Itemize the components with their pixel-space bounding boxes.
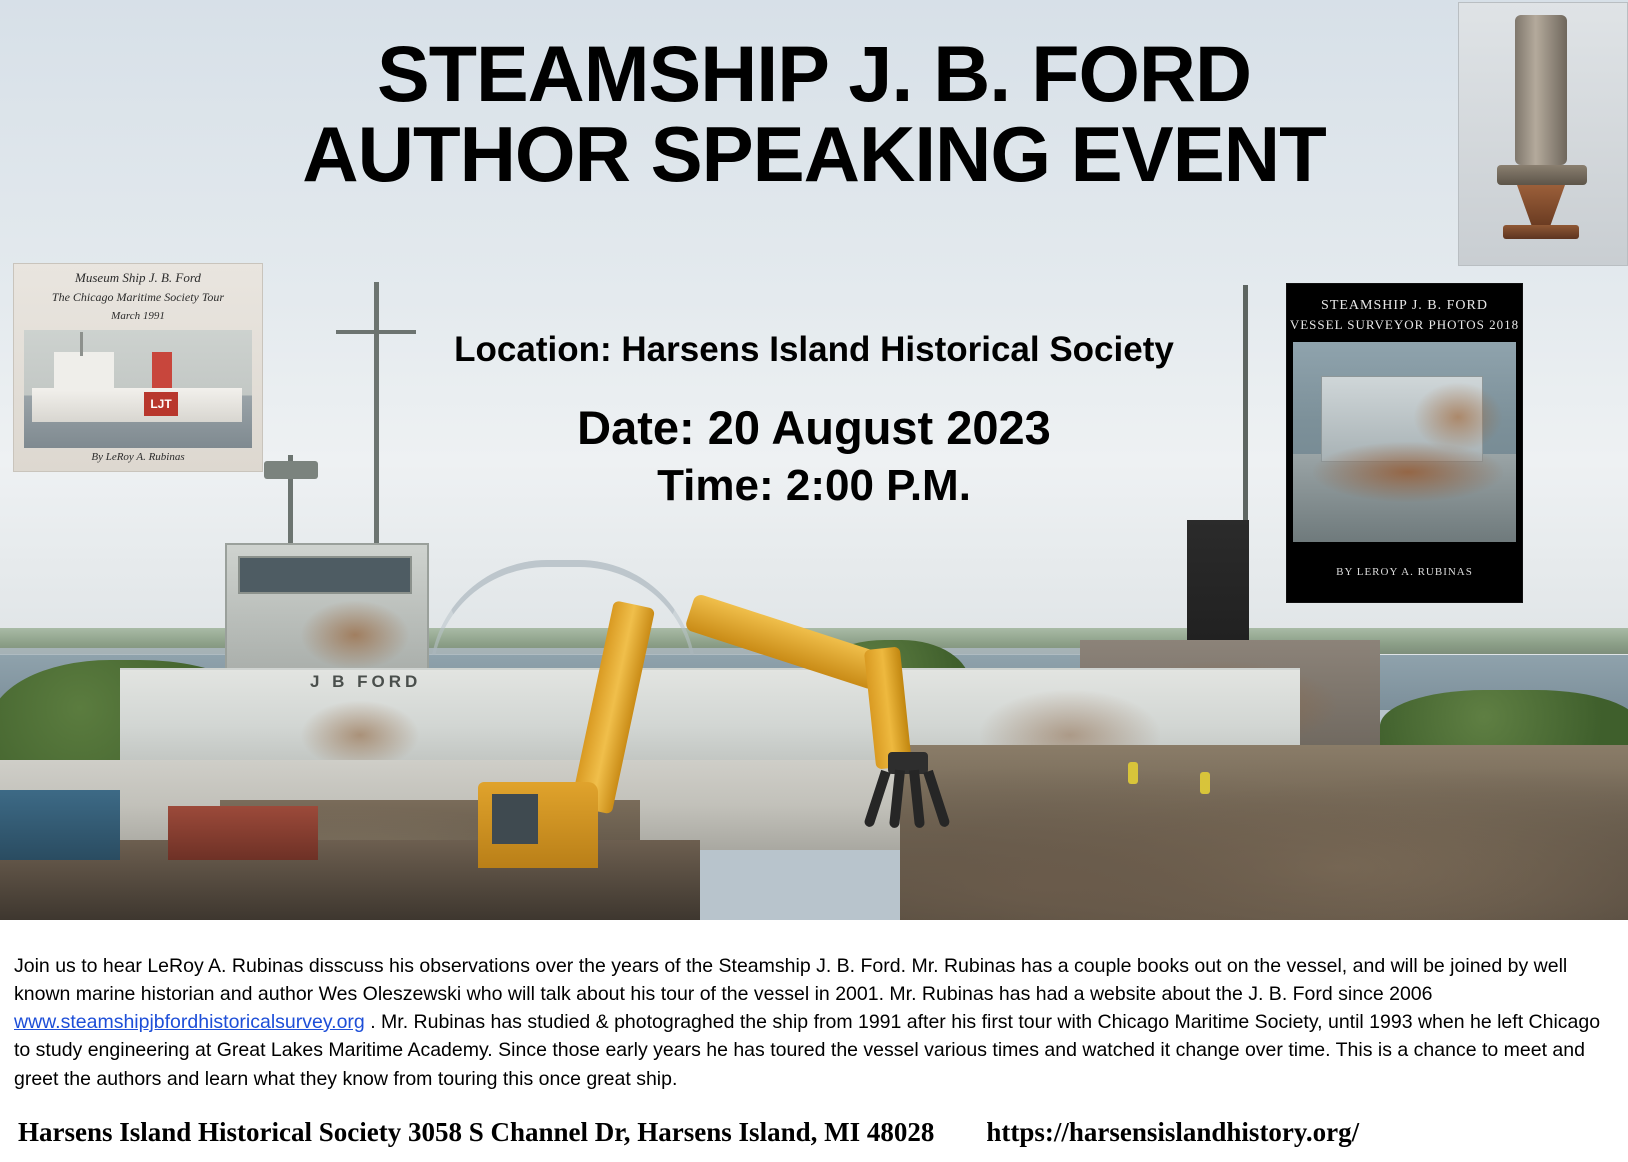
pilothouse-windows (238, 556, 412, 594)
inset-ship-mast (80, 332, 83, 356)
right-book-title-line-1: STEAMSHIP J. B. FORD (1321, 298, 1488, 313)
worker-figure (1128, 762, 1138, 784)
event-date: Date: 20 August 2023 (577, 401, 1051, 454)
left-book-date: March 1991 (111, 310, 165, 322)
book-cover-inset-left (13, 263, 263, 472)
event-description (14, 952, 1614, 1093)
title-line-2: AUTHOR SPEAKING EVENT (302, 109, 1326, 198)
inset-vessel-rust-upper (1413, 382, 1503, 452)
event-location: Location: Harsens Island Historical Society (454, 330, 1174, 369)
excavator-cab-window (492, 794, 538, 844)
grapple-tine (909, 770, 925, 829)
right-book-title-line-2: VESSEL SURVEYOR PHOTOS 2018 (1289, 317, 1520, 332)
cone-part (1517, 185, 1565, 225)
left-book-title-line-2: The Chicago Maritime Society Tour (51, 290, 225, 304)
excavator-grapple (858, 752, 958, 828)
grapple-tine (923, 770, 950, 828)
blue-container (0, 790, 120, 860)
footer (0, 1117, 1628, 1148)
website-link[interactable]: www.steamshipjbfordhistoricalsurvey.org (14, 1011, 365, 1034)
grapple-tine (889, 770, 905, 829)
left-book-title-line-1: Museum Ship J. B. Ford (75, 270, 201, 285)
footer-address: Harsens Island Historical Society 3058 S Channel Dr, Harsens Island, MI 48028 (18, 1117, 935, 1147)
description-part-2: . Mr. Rubinas has studied & photograghed the ship from 1991 after his first tour with Chicago Maritime Society, until 1993 when he left Chicago to study engineering at Great Lakes Maritime Academy. Since those early years he has toured the vessel various times and watched it change over time. This is a chance to meet and greet the authors and learn what they know from touring this once great ship. (14, 1011, 1601, 1090)
inset-ship-hull (32, 388, 242, 422)
red-container (168, 806, 318, 860)
left-book-cover-photo (24, 330, 252, 448)
base-part (1503, 225, 1579, 239)
event-time: Time: 2:00 P.M. (657, 461, 971, 510)
worker-figure (1200, 772, 1210, 794)
poster-title (0, 29, 1628, 198)
right-book-cover-photo (1293, 342, 1516, 542)
book-cover-inset-right (1286, 283, 1523, 603)
grapple-tine (863, 770, 890, 828)
left-book-author: By LeRoy A. Rubinas (91, 451, 185, 463)
flange-part (1497, 165, 1587, 185)
scrap-pile-right (900, 745, 1628, 920)
deckhouse-rust-stain (300, 600, 410, 670)
hull-name-text: J B FORD (310, 672, 422, 691)
inset-ship-deckhouse (54, 352, 114, 390)
machinery-photo-inset (1458, 2, 1628, 266)
right-book-author: BY LEROY A. RUBINAS (1336, 566, 1473, 578)
description-part-1: Join us to hear LeRoy A. Rubinas disscuss his observations over the years of the Steamship J. B. Ford. Mr. Rubinas has a couple books out on the vessel, and will be joined by well known marine historian and author Wes Oleszewski who will talk about his tour of the vessel in 2001. Mr. Rubinas has had a website about the J. B. Ford since 2006 (14, 954, 1568, 1005)
footer-website-url[interactable]: https://harsensislandhistory.org/ (986, 1117, 1360, 1147)
title-line-1: STEAMSHIP J. B. FORD (377, 29, 1251, 118)
inset-ship-stack (152, 352, 172, 388)
cylinder-part (1515, 15, 1567, 165)
inset-stack-logo: LJT (144, 392, 178, 416)
